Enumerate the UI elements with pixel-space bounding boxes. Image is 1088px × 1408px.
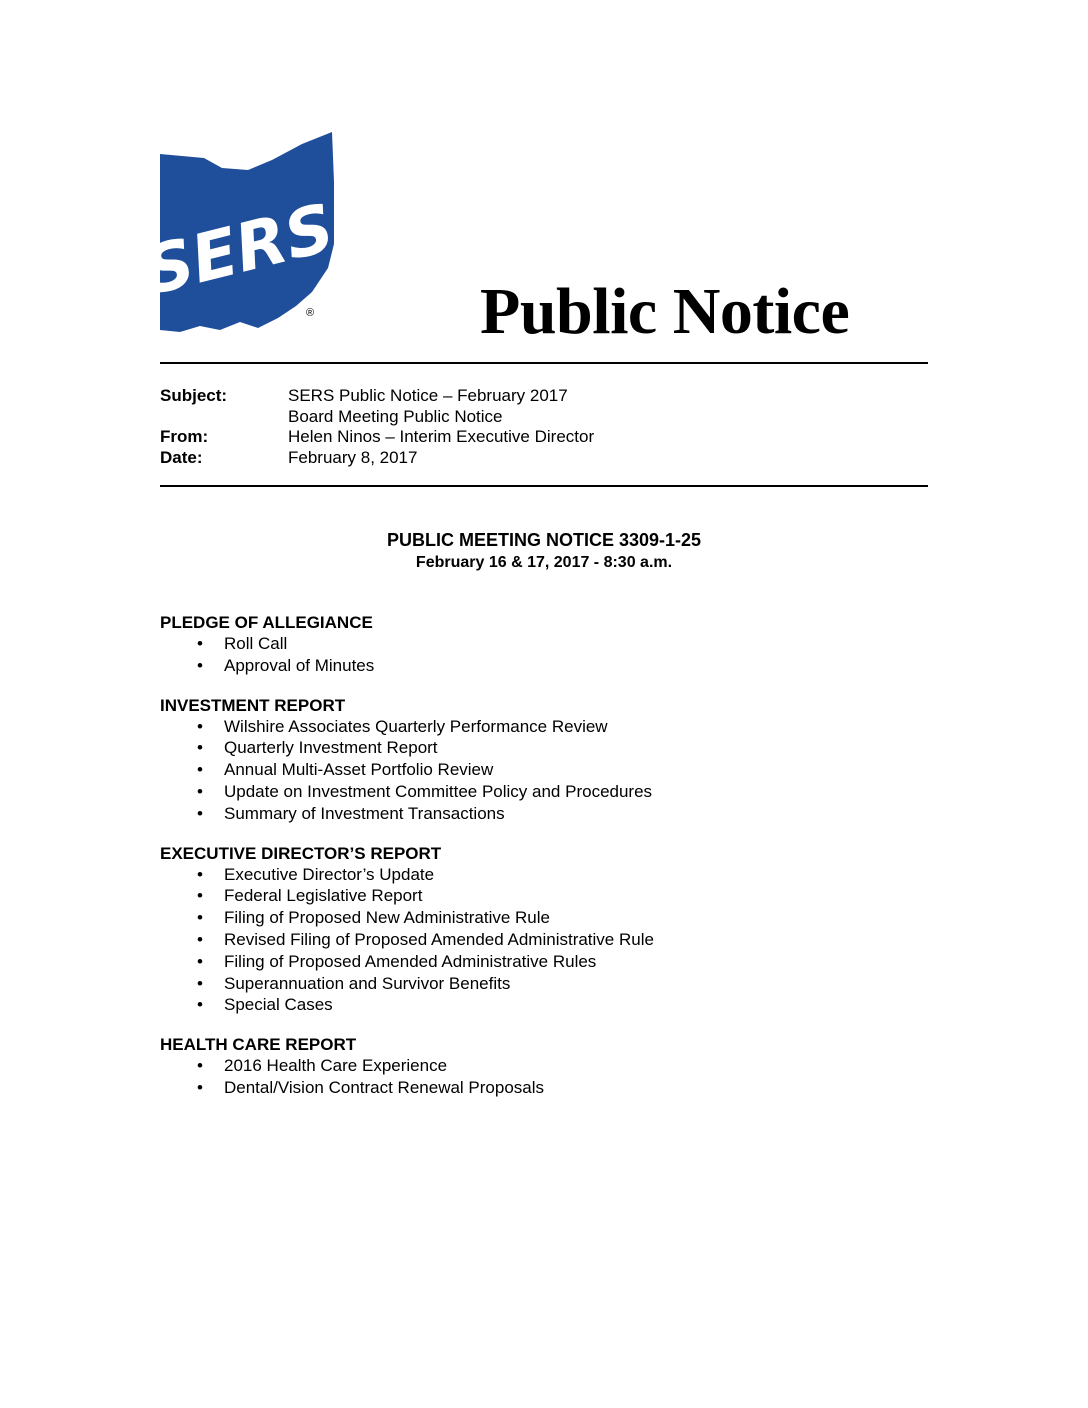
notice-heading [160,528,928,574]
list-item [160,885,928,907]
bullet-icon: • [197,995,203,1015]
list-item [160,737,928,759]
bullet-icon: • [197,1056,203,1076]
list-item-text: Quarterly Investment Report [224,738,438,758]
list-item-text: Filing of Proposed Amended Administrative Rules [224,951,597,971]
list-item [160,994,928,1016]
memo-date-row [160,448,594,469]
bullet-icon: • [197,634,203,653]
list-item [160,655,928,677]
memo-from-row [160,427,594,448]
agenda-section [160,1034,928,1099]
list-item-text: Roll Call [224,634,288,653]
list-item-text: Filing of Proposed New Administrative Rule [224,908,550,928]
list-item-text: Special Cases [224,995,333,1015]
list-item [160,929,928,951]
list-item [160,1077,928,1099]
subject-value-line2: Board Meeting Public Notice [288,406,503,426]
section-title: INVESTMENT REPORT [160,695,346,715]
agenda-section [160,612,928,677]
registered-mark: ® [305,307,315,319]
list-item-text: Summary of Investment Transactions [224,803,505,823]
page-title: Public Notice [480,275,850,348]
bullet-icon: • [197,781,203,801]
notice-subtitle: February 16 & 17, 2017 - 8:30 a.m. [415,554,673,571]
list-item-text: Annual Multi-Asset Portfolio Review [224,760,494,780]
from-label: From: [160,427,209,446]
bullet-icon: • [197,655,203,675]
list-item-text: Superannuation and Survivor Benefits [224,973,511,993]
memo-header [160,386,594,468]
bullet-icon: • [197,908,203,928]
section-title: PLEDGE OF ALLEGIANCE [160,613,373,632]
section-title: HEALTH CARE REPORT [160,1035,357,1055]
memo-subject-row [160,386,594,407]
list-item-text: Approval of Minutes [224,655,375,675]
from-value: Helen Ninos – Interim Executive Director [288,427,595,446]
notice-title: PUBLIC MEETING NOTICE 3309-1-25 [386,530,702,550]
list-item-text: 2016 Health Care Experience [224,1056,448,1076]
list-item-text: Executive Director’s Update [224,864,435,884]
list-item [160,781,928,803]
bullet-icon: • [197,738,203,758]
list-item [160,864,928,886]
list-item [160,633,928,655]
list-item [160,951,928,973]
bullet-icon: • [197,886,203,906]
list-item-text: Federal Legislative Report [224,886,423,906]
list-item [160,973,928,995]
date-label: Date: [160,447,203,467]
agenda [160,612,928,1117]
list-item [160,803,928,825]
list-item [160,1055,928,1077]
subject-label: Subject: [160,386,228,405]
bullet-icon: • [197,951,203,971]
sers-logo [137,132,342,334]
ohio-shape-logo-icon [137,132,342,334]
divider-top [160,362,928,364]
list-item-text: Update on Investment Committee Policy and Procedures [224,781,653,801]
list-item [160,716,928,738]
agenda-section [160,843,928,1017]
section-title: EXECUTIVE DIRECTOR’S REPORT [160,843,442,863]
bullet-icon: • [197,716,203,736]
memo-subject-row-2 [160,407,594,428]
bullet-icon: • [197,1077,203,1097]
bullet-icon: • [197,973,203,993]
date-value: February 8, 2017 [288,447,418,467]
list-item-text: Wilshire Associates Quarterly Performance Review [224,716,608,736]
bullet-icon: • [197,803,203,823]
list-item [160,759,928,781]
agenda-section [160,695,928,825]
list-item-text: Revised Filing of Proposed Amended Administrative Rule [224,929,654,949]
logo-text: SERS [137,189,342,311]
list-item-text: Dental/Vision Contract Renewal Proposals [224,1077,545,1097]
subject-value-line1: SERS Public Notice – February 2017 [288,386,568,405]
divider-bottom [160,485,928,487]
bullet-icon: • [197,864,203,884]
list-item [160,907,928,929]
bullet-icon: • [197,760,203,780]
bullet-icon: • [197,929,203,949]
